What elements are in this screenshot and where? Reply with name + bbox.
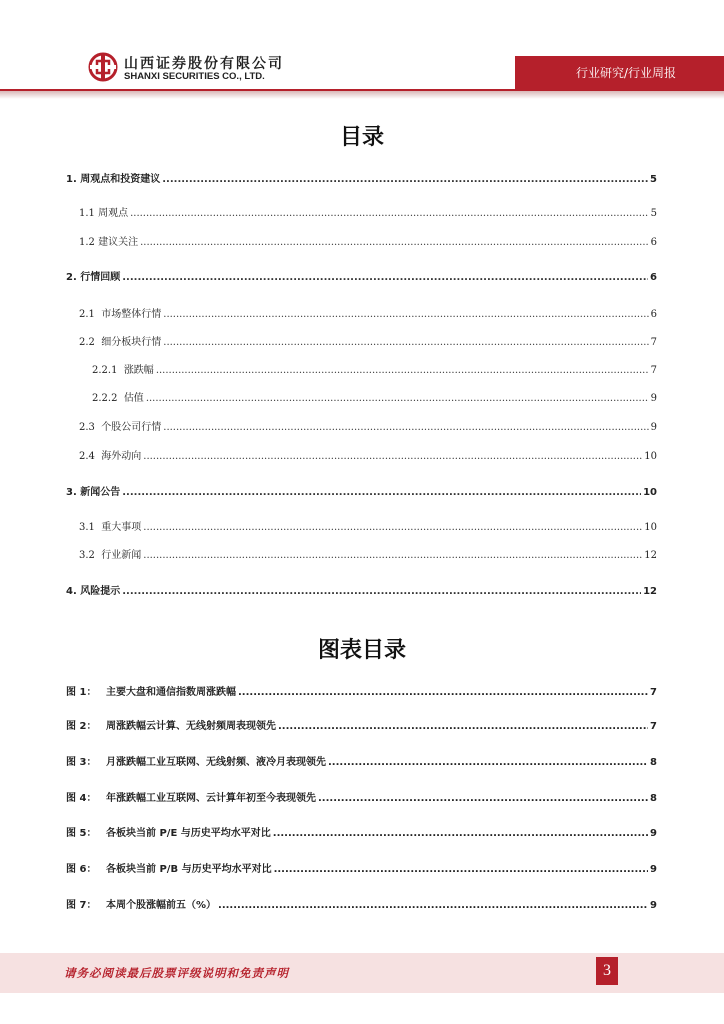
figure-leader-dots [278, 721, 648, 732]
toc-entry-text: 行业新闻 [101, 550, 142, 561]
toc-entry-number: 2.2.1 [92, 365, 118, 376]
toc-leader-dots [130, 208, 649, 219]
toc-entry-text: 涨跌幅 [123, 365, 154, 376]
figure-leader-dots [328, 757, 648, 768]
toc-entry[interactable] [79, 546, 657, 561]
toc-entry[interactable] [79, 518, 657, 533]
toc-leader-dots [156, 365, 649, 376]
toc-entry[interactable] [66, 483, 657, 498]
toc-entry-text: 周观点和投资建议 [80, 174, 161, 185]
company-name-en: SHANXI SECURITIES CO., LTD. [124, 71, 265, 82]
figure-entry[interactable] [66, 753, 657, 768]
toc-entry-text: 重大事项 [101, 522, 142, 533]
toc-entry[interactable] [79, 418, 657, 433]
toc-entry-page: 10 [644, 451, 657, 462]
toc-entry-page: 12 [643, 586, 657, 597]
toc-entry-page: 6 [650, 237, 657, 248]
toc-entry-text: 细分板块行情 [101, 337, 162, 348]
toc-entry-number: 4. [66, 586, 77, 597]
figure-entry-number: 图 3： [66, 757, 97, 768]
toc-leader-dots [140, 237, 649, 248]
figure-entry[interactable] [66, 860, 657, 875]
figure-entry-page: 9 [650, 828, 657, 839]
toc-entry-number: 3.2 [79, 550, 95, 561]
toc-entry-number: 1.2 [79, 237, 95, 248]
toc-entry-text: 建议关注 [98, 237, 139, 248]
toc-entry[interactable] [66, 170, 657, 185]
toc-leader-dots [163, 337, 648, 348]
toc-entry-page: 9 [650, 422, 657, 433]
figure-entry-page: 9 [650, 900, 657, 911]
toc-entry-text: 海外动向 [101, 451, 142, 462]
figure-entry[interactable] [66, 896, 657, 911]
figure-entry-text: 各板块当前 P/B 与历史平均水平对比 [106, 864, 272, 875]
toc-leader-dots [163, 309, 648, 320]
toc-entry-number: 2.4 [79, 451, 95, 462]
company-name-cn: 山西证券股份有限公司 [124, 56, 284, 72]
toc-entry[interactable] [66, 268, 657, 283]
toc-entry-text: 市场整体行情 [101, 309, 162, 320]
toc-entry-number: 3.1 [79, 522, 95, 533]
toc-entry-page: 5 [650, 174, 657, 185]
figure-entry-number: 图 7： [66, 900, 97, 911]
figure-entry-text: 各板块当前 P/E 与历史平均水平对比 [106, 828, 271, 839]
toc-entry[interactable] [66, 582, 657, 597]
toc-entry-number: 1. [66, 174, 77, 185]
figure-entry-page: 8 [650, 757, 657, 768]
figure-entry[interactable] [66, 717, 657, 732]
shanxi-securities-logo-icon [88, 52, 118, 82]
toc-entry-page: 10 [643, 487, 657, 498]
toc-entry-text: 周观点 [98, 208, 129, 219]
disclaimer-text: 请务必阅读最后股票评级说明和免责声明 [64, 966, 289, 980]
toc-entry-number: 2.1 [79, 309, 95, 320]
figure-entry-number: 图 4： [66, 793, 97, 804]
figure-entry-text: 本周个股涨幅前五（%） [106, 900, 217, 911]
figure-entry-number: 图 5： [66, 828, 97, 839]
toc-entry-page: 7 [650, 365, 657, 376]
toc-entry-text: 风险提示 [80, 586, 121, 597]
figure-entry-number: 图 6： [66, 864, 97, 875]
toc-entry-page: 5 [650, 208, 657, 219]
toc-entry[interactable] [79, 204, 657, 219]
figure-entry[interactable] [66, 683, 657, 698]
toc-entry-number: 2.2.2 [92, 393, 118, 404]
figure-leader-dots [273, 828, 648, 839]
figure-entry-number: 图 1： [66, 687, 97, 698]
toc-entry-page: 6 [650, 272, 657, 283]
toc-entry[interactable] [79, 305, 657, 320]
toc-entry-text: 估值 [123, 393, 144, 404]
figure-leader-dots [318, 793, 648, 804]
report-type-tag [515, 56, 724, 89]
toc-leader-dots [122, 487, 641, 498]
toc-title: 目录 [339, 125, 384, 150]
header-shadow [0, 91, 724, 99]
figure-entry[interactable] [66, 789, 657, 804]
figure-entry-page: 7 [650, 687, 657, 698]
figure-entry-text: 月涨跌幅工业互联网、无线射频、液冷月表现领先 [106, 757, 326, 768]
toc-entry[interactable] [79, 447, 657, 462]
toc-entry[interactable] [79, 333, 657, 348]
toc-entry-number: 2. [66, 272, 77, 283]
toc-entry-page: 6 [650, 309, 657, 320]
figure-leader-dots [238, 687, 648, 698]
toc-entry[interactable] [92, 361, 657, 376]
toc-entry-page: 7 [650, 337, 657, 348]
figure-entry-text: 周涨跌幅云计算、无线射频周表现领先 [106, 721, 276, 732]
toc-leader-dots [146, 393, 649, 404]
toc-entry-text: 新闻公告 [80, 487, 121, 498]
toc-leader-dots [143, 522, 642, 533]
figure-leader-dots [218, 900, 648, 911]
figure-entry-number: 图 2： [66, 721, 97, 732]
figure-entry-text: 年涨跌幅工业互联网、云计算年初至今表现领先 [106, 793, 316, 804]
toc-entry-number: 2.3 [79, 422, 95, 433]
toc-entry-page: 10 [644, 522, 657, 533]
toc-entry-page: 12 [644, 550, 657, 561]
page-footer [0, 953, 724, 993]
toc-entry-number: 3. [66, 487, 77, 498]
page-number: 3 [596, 957, 618, 985]
toc-leader-dots [122, 272, 648, 283]
page-header [0, 0, 724, 100]
toc-leader-dots [143, 451, 642, 462]
toc-entry-text: 行情回顾 [80, 272, 121, 283]
figure-leader-dots [274, 864, 648, 875]
toc-leader-dots [163, 422, 648, 433]
toc-leader-dots [122, 586, 641, 597]
figure-entry[interactable] [66, 824, 657, 839]
toc-entry-page: 9 [650, 393, 657, 404]
figure-entry-page: 9 [650, 864, 657, 875]
toc-entry[interactable] [79, 233, 657, 248]
figure-entry-page: 7 [650, 721, 657, 732]
toc-leader-dots [162, 174, 648, 185]
toc-entry-number: 1.1 [79, 208, 95, 219]
toc-entry-number: 2.2 [79, 337, 95, 348]
figure-entry-text: 主要大盘和通信指数周涨跌幅 [106, 687, 236, 698]
toc-entry[interactable] [92, 389, 657, 404]
report-type-label: 行业研究/行业周报 [575, 66, 676, 80]
toc-entry-text: 个股公司行情 [101, 422, 162, 433]
figure-entry-page: 8 [650, 793, 657, 804]
figures-title: 图表目录 [317, 638, 406, 663]
toc-leader-dots [143, 550, 642, 561]
